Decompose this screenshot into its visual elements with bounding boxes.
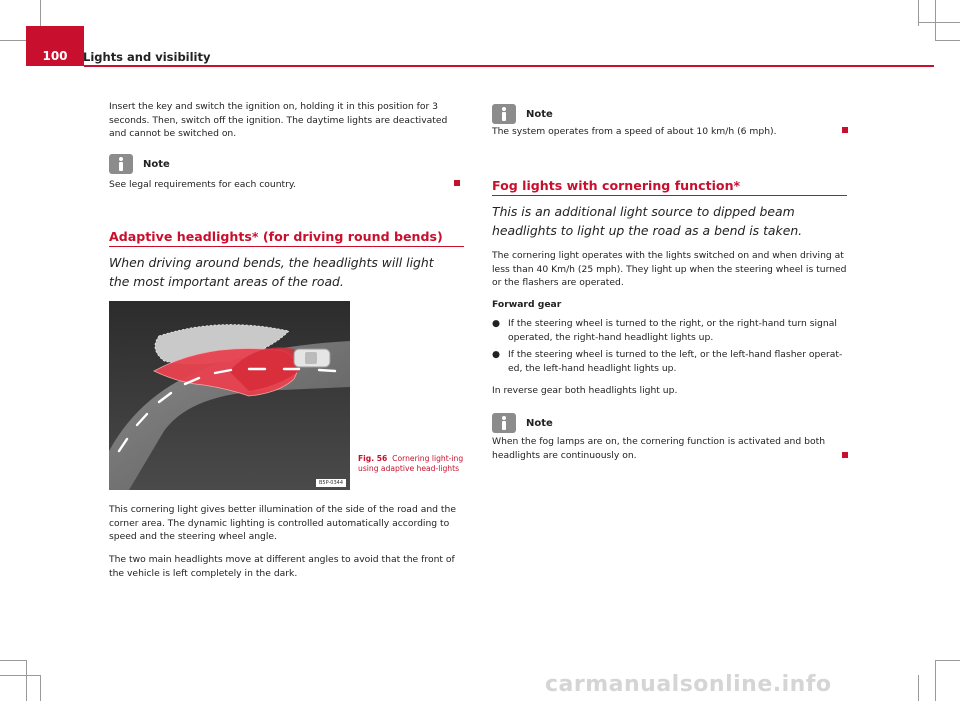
figure-caption xyxy=(358,454,468,474)
body-paragraph: The two main headlights move at different angles to avoid that the front of the vehicle is left completely in the dark. xyxy=(109,554,455,579)
note-exclamation-icon xyxy=(109,154,133,174)
crop-mark xyxy=(935,660,960,661)
note-exclamation-icon xyxy=(492,413,516,433)
crop-mark xyxy=(918,675,919,701)
note-label: Note xyxy=(143,158,170,170)
section-end-icon xyxy=(842,127,848,133)
note-label: Note xyxy=(526,108,553,120)
header-title: Lights and visibility xyxy=(83,50,211,64)
crop-mark xyxy=(935,660,936,701)
crop-mark xyxy=(40,675,41,701)
section-end-icon xyxy=(454,180,460,186)
cornering-light-illustration xyxy=(109,301,350,490)
body-paragraph: In reverse gear both headlights light up. xyxy=(492,385,678,396)
body-paragraph: The cornering light operates with the lights switched on and when driving at less than 40 Km/h (25 mph). They light up when the steering wheel is turned or the flashers are operated. xyxy=(492,250,847,289)
note-text: The system operates from a speed of about 10 km/h (6 mph). xyxy=(492,126,777,137)
caption-prefix: Fig. 56 xyxy=(358,454,388,463)
note-block xyxy=(109,154,170,174)
note-text: When the fog lamps are on, the cornering function is activated and both headlights are continuously on. xyxy=(492,436,826,461)
section-lead: When driving around bends, the headlights will light the most important areas of the road. xyxy=(109,255,434,289)
crop-mark xyxy=(26,660,27,701)
watermark: carmanualsonline.info xyxy=(545,672,832,697)
caption-text: Cornering light-ing using adaptive head-lights xyxy=(358,454,464,473)
body-paragraph: This cornering light gives better illumination of the side of the road and the corner area. The dynamic lighting is controlled automatically according to speed and the steering wheel angle. xyxy=(109,504,456,543)
section-rule xyxy=(109,246,464,247)
list-item xyxy=(492,348,852,375)
figure-cornering-light xyxy=(109,301,350,490)
list-item xyxy=(492,317,852,344)
note-block xyxy=(492,413,553,433)
crop-mark xyxy=(0,675,40,676)
bullet-dot-icon: ● xyxy=(492,318,501,329)
list-item-text: If the steering wheel is turned to the right, or the right-hand turn signal operated, the right-hand headlight lights up. xyxy=(508,318,837,343)
page-header xyxy=(26,26,934,66)
intro-paragraph: Insert the key and switch the ignition on, holding it in this position for 3 seconds. Then, switch off the ignition. The daytime lights are deactivated and cannot be switched on. xyxy=(109,101,448,140)
crop-mark xyxy=(0,660,26,661)
forward-gear-heading: Forward gear xyxy=(492,299,562,310)
section-title: Adaptive headlights* (for driving round bends) xyxy=(109,229,443,244)
header-rule xyxy=(84,65,934,67)
note-text: See legal requirements for each country. xyxy=(109,179,296,190)
list-item-text: If the steering wheel is turned to the left, or the left-hand flasher operat-ed, the left-hand headlight lights up. xyxy=(508,349,843,374)
note-exclamation-icon xyxy=(492,104,516,124)
section-rule xyxy=(492,195,847,196)
note-block xyxy=(492,104,553,124)
crop-mark xyxy=(918,22,960,23)
section-title: Fog lights with cornering function* xyxy=(492,178,741,193)
bullet-dot-icon: ● xyxy=(492,349,501,360)
figure-code: B5P-0344 xyxy=(316,479,346,487)
section-lead: This is an additional light source to dipped beam headlights to light up the road as a bend is taken. xyxy=(492,204,803,238)
crop-mark xyxy=(935,0,936,40)
note-label: Note xyxy=(526,417,553,429)
crop-mark xyxy=(0,40,26,41)
page-number: 100 xyxy=(26,26,84,66)
section-end-icon xyxy=(842,452,848,458)
crop-mark xyxy=(935,40,960,41)
